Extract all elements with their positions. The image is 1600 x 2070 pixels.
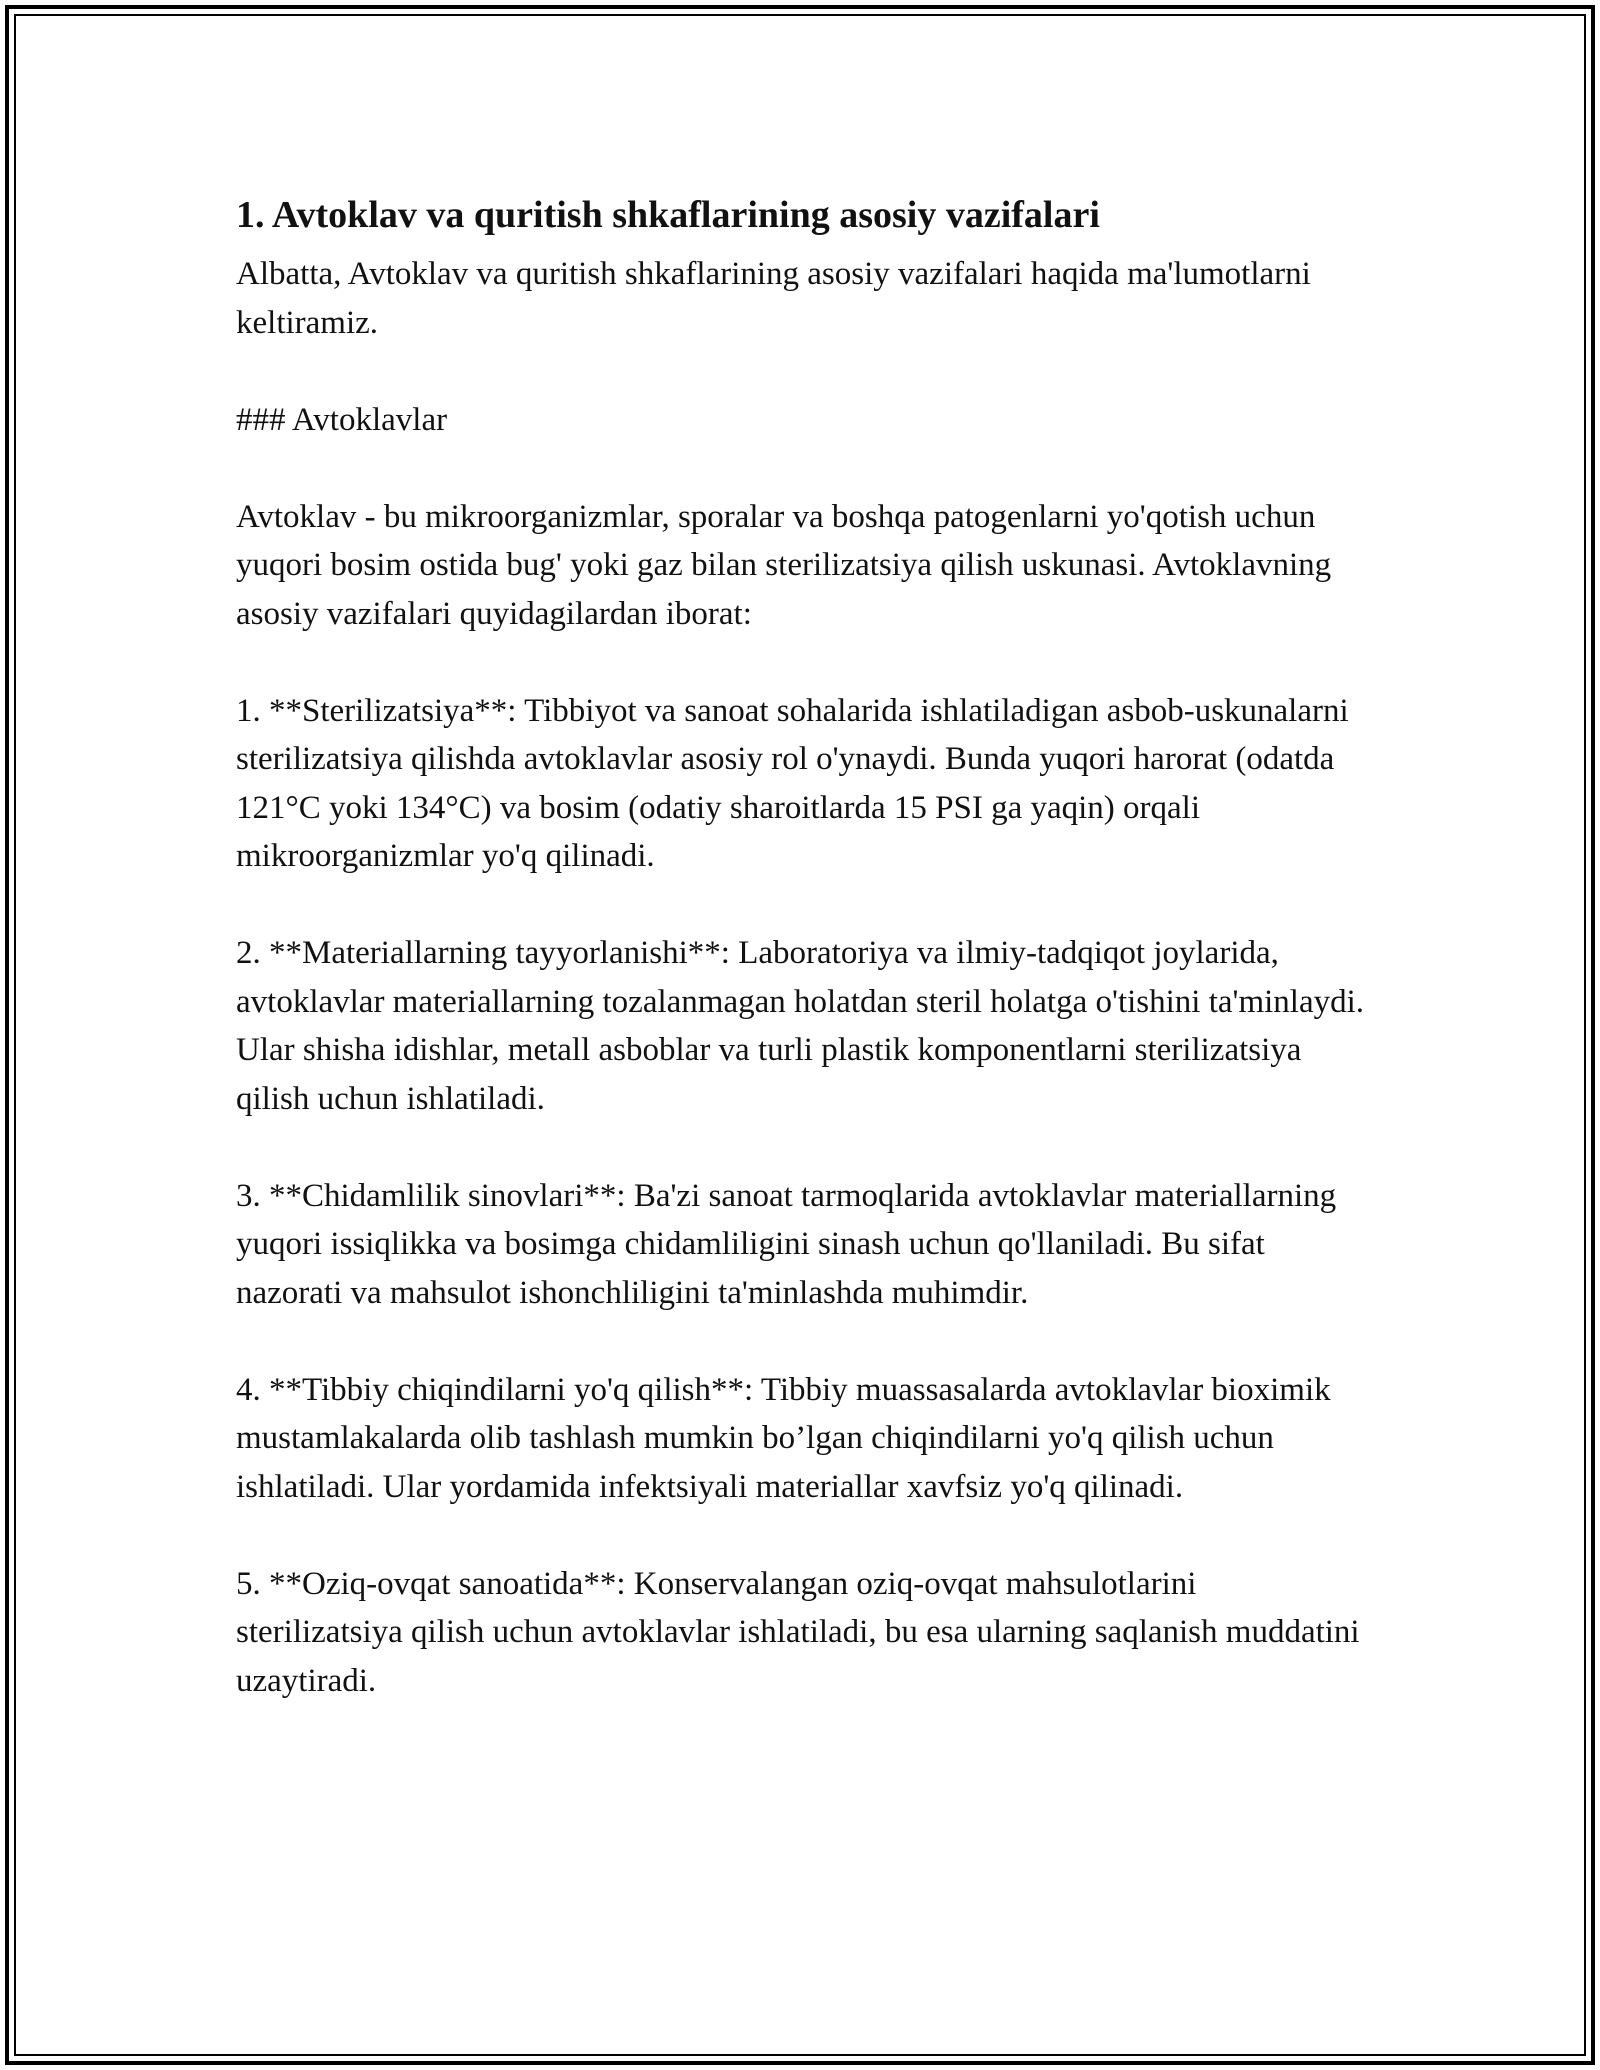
document-body bbox=[236, 184, 1366, 1754]
definition-paragraph: Avtoklav - bu mikroorganizmlar, sporalar va boshqa patogenlarni yo'qotish uchun yuqori bosim ostida bug' yoki gaz bilan sterilizatsiya qilish uskunasi. Avtoklavning asosiy vazifalari quyidagilardan iborat: bbox=[236, 498, 1332, 632]
document-title: 1. Avtoklav va quritish shkaflarining asosiy vazifalari bbox=[236, 194, 1100, 236]
list-item-sterilizatsiya: 1. **Sterilizatsiya**: Tibbiyot va sanoat sohalarida ishlatiladigan asbob-uskunalarni sterilizatsiya qilishda avtoklavlar asosiy rol o'ynaydi. Bunda yuqori harorat (odatda 121°C yoki 134°C) va bosim (odatiy sharoitlarda 15 PSI ga yaqin) orqali mikroorganizmlar yo'q qilinadi. bbox=[236, 692, 1349, 874]
section-heading-avtoklavlar: ### Avtoklavlar bbox=[236, 401, 448, 438]
list-item-oziq-ovqat: 5. **Oziq-ovqat sanoatida**: Konservalangan oziq-ovqat mahsulotlarini sterilizatsiya qilish uchun avtoklavlar ishlatiladi, bu esa ularning saqlanish muddatini uzaytiradi. bbox=[236, 1565, 1360, 1699]
list-item-materiallar: 2. **Materiallarning tayyorlanishi**: Laboratoriya va ilmiy-tadqiqot joylarida, avtoklavlar materiallarning tozalanmagan holatdan steril holatga o'tishini ta'minlaydi. Ular shisha idishlar, metall asboblar va turli plastik komponentlarni sterilizatsiya qilish uchun ishlatiladi. bbox=[236, 935, 1365, 1117]
list-item-chidamlilik: 3. **Chidamlilik sinovlari**: Ba'zi sanoat tarmoqlarida avtoklavlar materiallarning yuqori issiqlikka va bosimga chidamliligini sinash uchun qo'llaniladi. Bu sifat nazorati va mahsulot ishonchliligini ta'minlashda muhimdir. bbox=[236, 1177, 1337, 1311]
intro-paragraph: Albatta, Avtoklav va quritish shkaflarining asosiy vazifalari haqida ma'lumotlarni keltiramiz. bbox=[236, 256, 1311, 341]
list-item-chiqindilar: 4. **Tibbiy chiqindilarni yo'q qilish**: Tibbiy muassasalarda avtoklavlar bioximik mustamlakalarda olib tashlash mumkin bo’lgan chiqindilarni yo'q qilish uchun ishlatiladi. Ular yordamida infektsiyali materiallar xavfsiz yo'q qilinadi. bbox=[236, 1371, 1331, 1505]
